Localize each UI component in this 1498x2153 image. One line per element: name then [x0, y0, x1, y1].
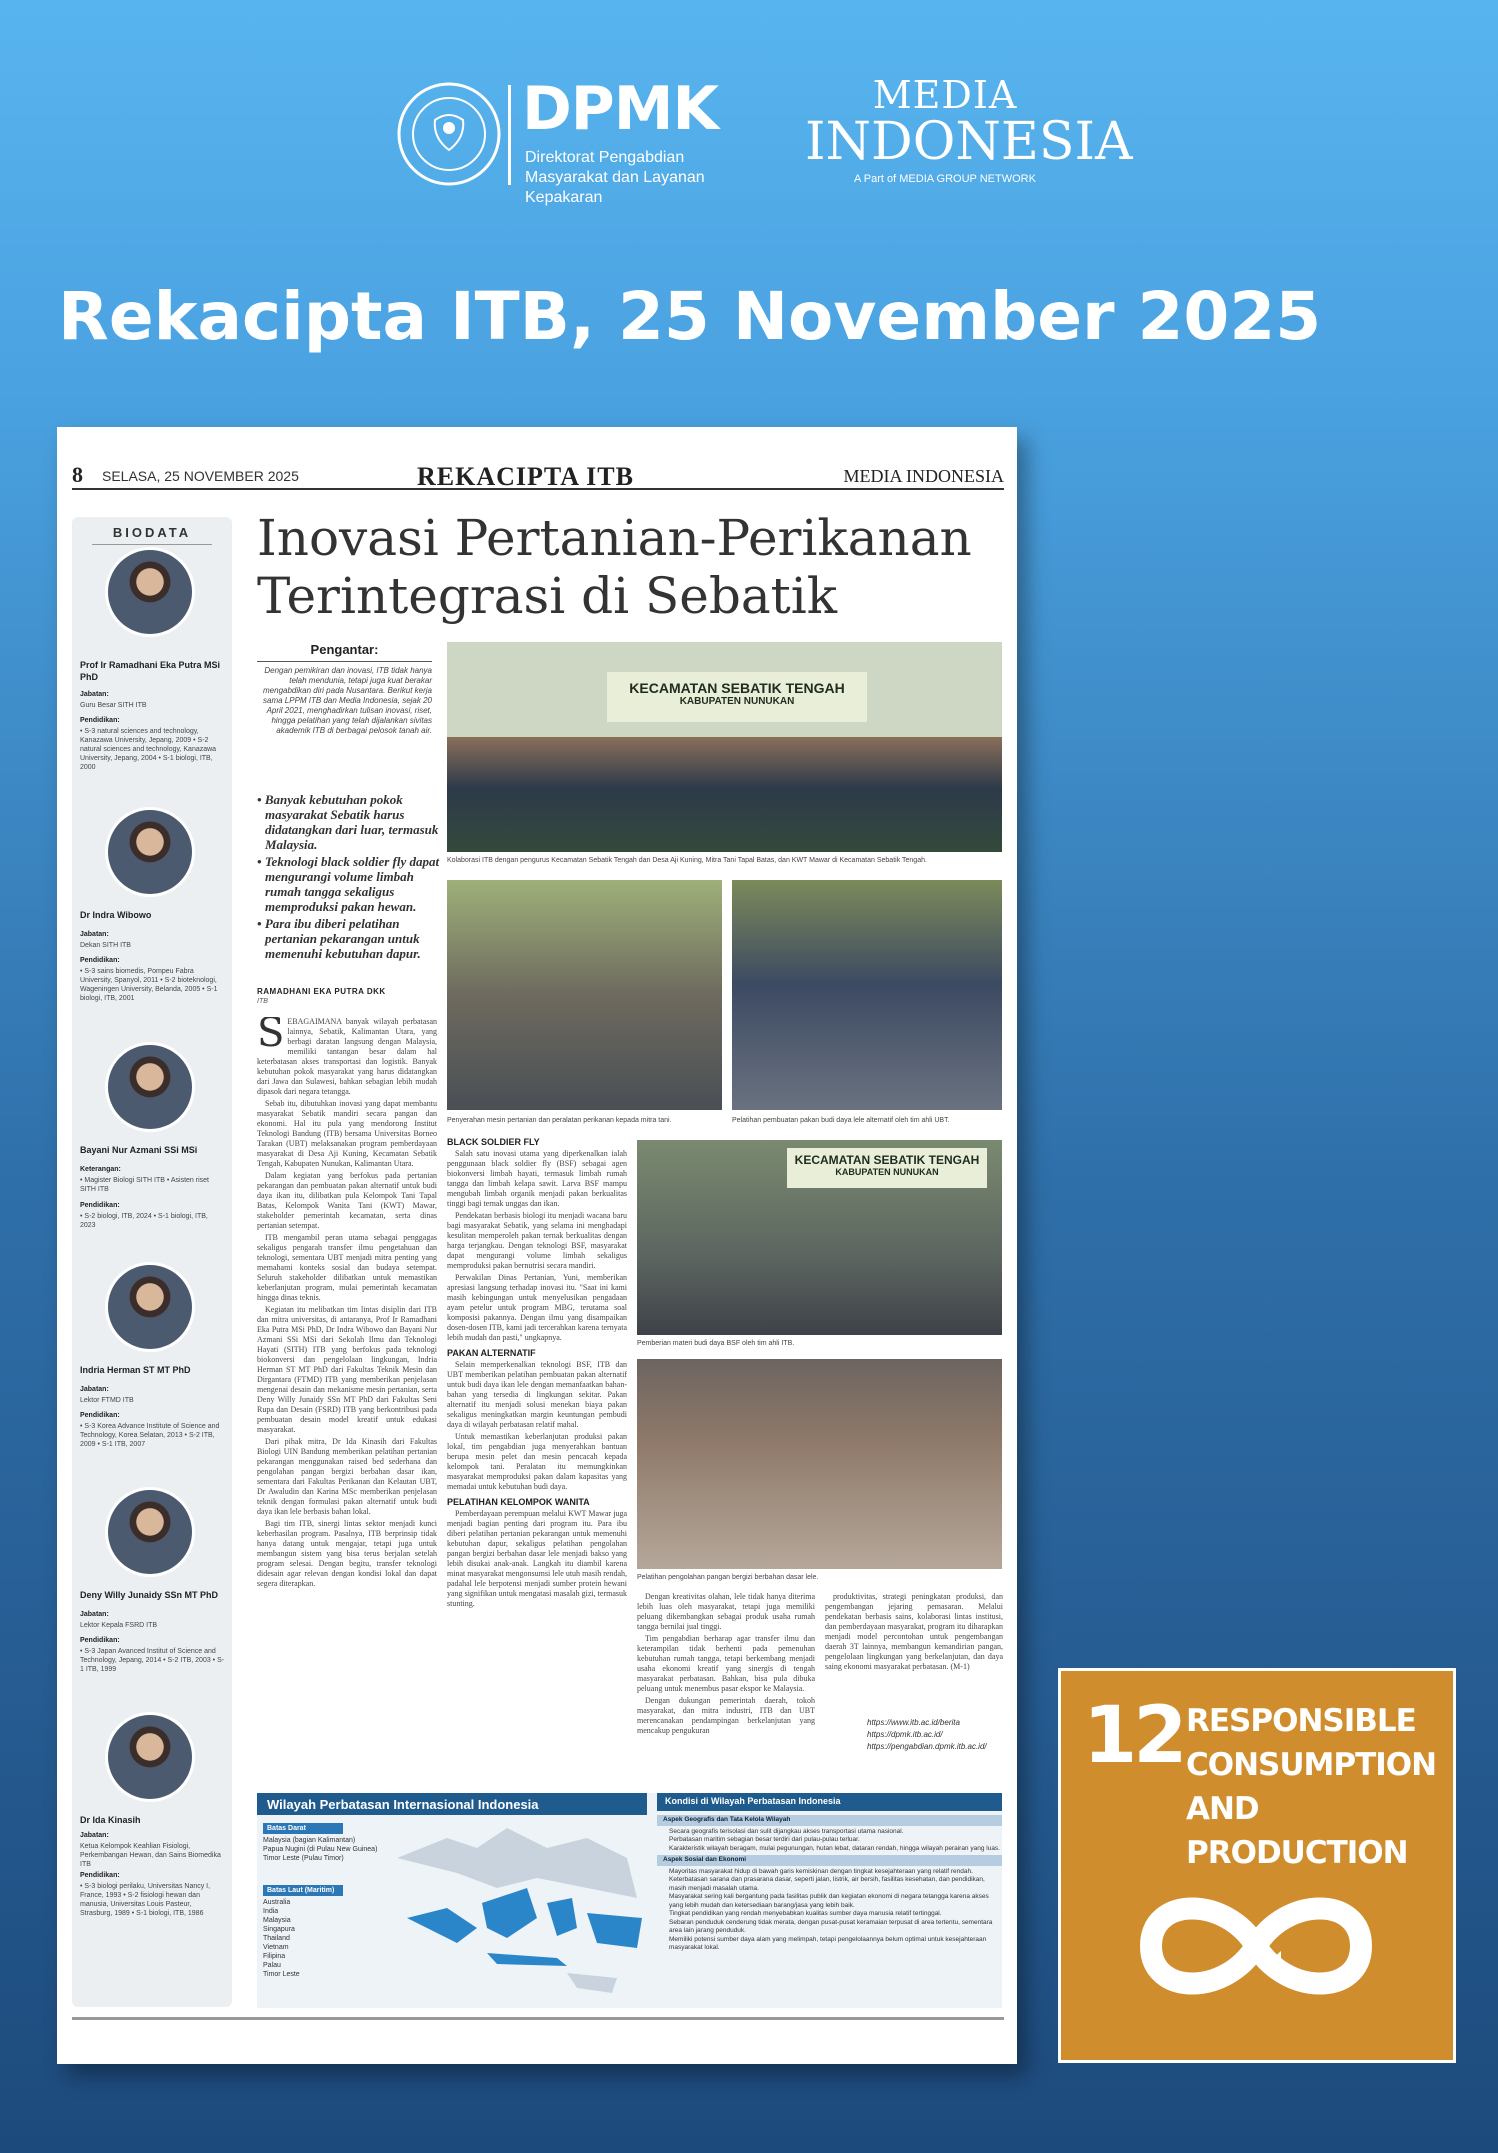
paragraph: ITB mengambil peran utama sebagai penggagas sekaligus pengarah transfer ilmu pengetahuan dan teknologi, sementara UBT menjadi mitra penting yang memahami konteks sosial dan budaya setempat. Seluruh stakeholder dilibatkan untuk memastikan keberlanjutan program, mulai pemerintah kecamatan hingga dinas teknis.: [257, 1233, 437, 1302]
paragraph: Salah satu inovasi utama yang diperkenalkan ialah penggunaan black soldier fly (BSF) sebagai agen biokonversi limbah hayati, termasuk limbah rumah tangga dan limbah kelapa sawit. Larva BSF mampu mengubah limbah organik menjadi pakan berkualitas tinggi bagi ternak unggas dan ikan.: [447, 1149, 627, 1208]
bio-label: Jabatan:: [80, 1832, 109, 1839]
list-item: Vietnam: [263, 1944, 289, 1951]
bio-name: Deny Willy Junaidy SSn MT PhD: [80, 1590, 218, 1600]
list-item: Timor Leste (Pulau Timor): [263, 1855, 344, 1862]
photo-people: [447, 737, 1002, 853]
bio-text: Ketua Kelompok Keahlian Fisiologi, Perkembangan Hewan, dan Sains Biomedika ITB: [80, 1843, 221, 1868]
bio-text: • Magister Biologi SITH ITB • Asisten riset SITH ITB: [80, 1177, 209, 1193]
photo-bsf-presentation: [637, 1140, 1002, 1335]
bio-text: • S-3 Korea Advance Institute of Science and Technology, Korea Selatan, 2013 • S-2 ITB, 2009 • S-1 ITB, 2007: [80, 1423, 220, 1448]
article-column-1: [257, 1017, 437, 1787]
photo-banner: [607, 672, 867, 722]
bio-label: Jabatan:: [80, 691, 109, 698]
bio-name: Prof Ir Ramadhani Eka Putra MSi PhD: [80, 660, 221, 682]
paragraph: EBAGAIMANA banyak wilayah perbatasan lainnya, Sebatik, Kalimantan Utara, yang berbagi daratan langsung dengan Malaysia, memiliki tantangan besar dalam hal keterbatasan akses transportasi dan logistik. Banyak kebutuhan pokok masyarakat yang harus didatangkan dari Jawa dan Sulawesi, bahkan sebagian lebih mudah dipasok dari negara tetangga.: [257, 1017, 437, 1096]
kondisi-item: Keterbatasan sarana dan prasarana dasar, seperti jalan, listrik, air bersih, fasilitas kesehatan, dan pendidikan, masih menjadi masalah utama.: [669, 1876, 985, 1892]
paragraph: Perwakilan Dinas Pertanian, Yuni, memberikan apresiasi langsung terhadap inovasi itu. "Saat ini kami masih kebingungan untuk menyelusikan pengadaan ayam petelur untuk program MBG, terutama soal komposisi pakannya. Dengan ilmu yang disampaikan dosen-dosen ITB, kami jadi tercerahkan karena ternyata lebih mudah dan pasti," ungkapnya.: [447, 1273, 627, 1342]
byline: RAMADHANI EKA PUTRA DKK: [257, 987, 386, 996]
section-title: REKACIPTA ITB: [417, 462, 634, 491]
itb-seal-logo: [395, 80, 503, 188]
kondisi-title: Kondisi di Wilayah Perbatasan Indonesia: [657, 1793, 1002, 1811]
article-column-3: [637, 1592, 815, 1787]
paragraph: Selain memperkenalkan teknologi BSF, ITB dan UBT memberikan pelatihan pembuatan pakan alternatif untuk budi daya ikan lele dengan memanfaatkan bahan-bahan yang tersedia di lingkungan sekitar. Pakan alternatif itu menjadi solusi menekan biaya pakan sekaligus meningkatkan margin keuntungan pembudi daya di wilayah perbatasan relatif mahal.: [447, 1360, 627, 1429]
bio-text: Guru Besar SITH ITB: [80, 702, 147, 709]
bio-label: Pendidikan:: [80, 1202, 120, 1209]
bio-text: • S-3 natural sciences and technology, Kanazawa University, Jepang, 2009 • S-2 natural sciences and technology, Kanazawa University, Jepang, 2004 • S-1 biologi, ITB, 2000: [80, 728, 217, 771]
subheading: PAKAN ALTERNATIF: [447, 1348, 536, 1358]
subheading: PELATIHAN KELOMPOK WANITA: [447, 1497, 590, 1507]
infinity-loop-icon: [1131, 1871, 1381, 2021]
photo-banner: [787, 1148, 987, 1188]
photo-caption: Pelatihan pembuatan pakan budi daya lele alternatif oleh tim ahli UBT.: [732, 1117, 950, 1124]
biodata-column: [72, 517, 232, 2007]
indonesia-map: [387, 1818, 652, 2003]
photo-food-processing: [637, 1359, 1002, 1569]
bio-text: • S-3 Japan Avanced Institut of Science and Technology, Jepang, 2014 • S-2 ITB, 2003 • S-1 ITB, 1999: [80, 1648, 225, 1673]
sea-border-list: [263, 1885, 383, 1979]
mi-tagline: A Part of MEDIA GROUP NETWORK: [854, 173, 1036, 185]
kondisi-item: Tingkat pendidikan yang rendah menyebabkan kualitas sumber daya manusia relatif tertinggal.: [669, 1910, 942, 1917]
pengantar-title: Pengantar:: [257, 642, 432, 662]
list-item: Timor Leste: [263, 1971, 300, 1978]
headline-line: Terintegrasi di Sebatik: [257, 567, 838, 625]
bio-text: • S-3 biologi perilaku, Universitas Nancy I, France, 1993 • S-2 fisiologi hewan dan manusia, Universitas Louis Pasteur, Strasburg, 1989 • S-1 biologi, ITB, 1986: [80, 1883, 211, 1917]
bio-label: Jabatan:: [80, 1386, 109, 1393]
header: [0, 70, 1498, 206]
list-heading: Batas Laut (Maritim): [263, 1885, 343, 1896]
paragraph: produktivitas, strategi peningkatan produksi, dan pengembangan jejaring pemasaran. Melalui pendekatan berbasis sains, kolaborasi lintas institusi, dan pemberdayaan masyarakat, program itu diharapkan menjadi model percontohan untuk pengembangan daerah 3T lainnya, membangun kemandirian pangan, pengelolaan lingkungan yang berkelanjutan, dan daya saing ekonomi masyarakat perbatasan. (M-1): [825, 1592, 1003, 1671]
dropcap: S: [257, 1017, 285, 1056]
reference-links: [867, 1717, 987, 1753]
key-point: • Teknologi black soldier fly dapat mengurangi volume limbah rumah tangga sekaligus memproduksi pakan hewan.: [257, 854, 440, 914]
list-item: Filipina: [263, 1953, 286, 1960]
avatar: [105, 547, 195, 637]
sdg-12-badge: [1058, 1668, 1456, 2063]
page-footer-rule: [72, 2017, 1004, 2020]
list-item: Thailand: [263, 1935, 290, 1942]
list-item: Australia: [263, 1899, 291, 1906]
list-item: Malaysia: [263, 1917, 291, 1924]
paper-brand: MEDIA INDONESIA: [843, 466, 1004, 486]
map-title: Wilayah Perbatasan Internasional Indonesia: [257, 1793, 647, 1815]
paragraph: Dengan kreativitas olahan, lele tidak hanya diterima lebih luas oleh masyarakat, tetapi juga memiliki peluang dikembangkan sebagai produk usaha rumah tangga bernilai jual tinggi.: [637, 1592, 815, 1631]
dpmk-title: DPMK: [522, 74, 718, 144]
photo-feed-training: [732, 880, 1002, 1110]
banner-title: Rekacipta ITB, 25 November 2025: [58, 278, 1322, 355]
photo-caption: Pemberian materi budi daya BSF oleh tim ahli ITB.: [637, 1340, 795, 1347]
avatar: [105, 1262, 195, 1352]
photo-machine-handover: [447, 880, 722, 1110]
list-item: Singapura: [263, 1926, 295, 1933]
kondisi-item: Sebaran penduduk cenderung tidak merata, dengan pusat-pusat keramaian terpusat di area tertentu, sementara area lain jarang penduduk.: [669, 1918, 993, 1934]
sdg-title: [1186, 1699, 1453, 1875]
paragraph: Tim pengabdian berharap agar transfer ilmu dan keterampilan tidak berhenti pada pemenuhan kebutuhan rumah tangga, tetapi berkembang menjadi usaha ekonomi kreatif yang sinergis di tengah masyarakat perbatasan. Bahkan, bisa pula dibuka peluang untuk menembus pasar ekspor ke Malaysia.: [637, 1634, 815, 1693]
list-item: Papua Nugini (di Pulau New Guinea): [263, 1846, 378, 1853]
kondisi-item: Secara geografis terisolasi dan sulit dijangkau akses transportasi utama nasional.: [669, 1827, 904, 1835]
pengantar-box: [257, 642, 432, 782]
paragraph: Dari pihak mitra, Dr Ida Kinasih dari Fakultas Biologi UIN Bandung memberikan pelatihan pertanian pekarangan menggunakan raised bed sederhana dan pengolahan pangan bergizi berbahan dasar ikan, sementara dari Fakultas Perikanan dan Kelautan UBT, Dr Awaludin dan Karina MSc memberikan penjelasan teknik dengan formulasi pakan alternatif untuk budi daya ikan lele berbasis bahan lokal.: [257, 1437, 437, 1516]
bio-name: Dr Indra Wibowo: [80, 910, 152, 920]
list-item: Palau: [263, 1962, 281, 1969]
bio-label: Pendidikan:: [80, 717, 120, 724]
paragraph: Pendekatan berbasis biologi itu menjadi wacana baru bagi masyarakat Sebatik, yang selama ini menghadapi kesulitan memperoleh pakan ternak berkualitas dengan harga terjangkau. Dengan teknologi BSF, masyarakat dapat mengurangi volume limbah sekaligus memproduksi pakan bernutrisi secara mandiri.: [447, 1211, 627, 1270]
kondisi-item: Memiliki potensi sumber daya alam yang melimpah, tetapi pengelolaannya belum optimal untuk kesejahteraan masyarakat lokal.: [669, 1935, 987, 1951]
mi-media-text: MEDIA: [872, 73, 1018, 117]
media-indonesia-logo: [805, 73, 1133, 195]
sdg-number: 12: [1083, 1691, 1184, 1781]
biodata-divider: [92, 544, 212, 545]
photo-caption: Pelatihan pengolahan pangan bergizi berbahan dasar lele.: [637, 1574, 819, 1581]
paper-header: [72, 462, 1004, 490]
bio-name: Indria Herman ST MT PhD: [80, 1365, 191, 1375]
list-heading: Batas Darat: [263, 1823, 343, 1834]
bio-name: Dr Ida Kinasih: [80, 1815, 141, 1825]
bio-label: Pendidikan:: [80, 1637, 120, 1644]
sdg-title-line: CONSUMPTION: [1186, 1747, 1437, 1783]
photo-caption: Penyerahan mesin pertanian dan peralatan perikanan kepada mitra tani.: [447, 1117, 672, 1124]
avatar: [105, 1487, 195, 1577]
list-item: India: [263, 1908, 279, 1915]
photo-banner-line: KABUPATEN NUNUKAN: [679, 696, 795, 707]
photo-banner-line: KECAMATAN SEBATIK TENGAH: [629, 680, 845, 696]
avatar: [105, 1042, 195, 1132]
paragraph: Dengan dukungan pemerintah daerah, tokoh masyarakat, dan mitra industri, ITB dan UBT merencanakan pendampingan berkelanjutan yang mencakup pengukuran: [637, 1696, 815, 1735]
kondisi-heading: Aspek Geografis dan Tata Kelola Wilayah: [657, 1815, 1002, 1826]
key-point: • Banyak kebutuhan pokok masyarakat Sebatik harus didatangkan dari luar, termasuk Malaysia.: [257, 792, 439, 852]
subheading: BLACK SOLDIER FLY: [447, 1137, 540, 1147]
bio-label: Pendidikan:: [80, 1412, 120, 1419]
bio-label: Pendidikan:: [80, 957, 120, 964]
kondisi-item: Perbatasan maritim sebagian besar terdiri dari pulau-pulau terluar.: [669, 1836, 860, 1843]
avatar: [105, 807, 195, 897]
kondisi-heading: Aspek Sosial dan Ekonomi: [657, 1855, 1002, 1866]
photo-banner-line: KECAMATAN SEBATIK TENGAH: [794, 1153, 980, 1167]
bio-text: • S-2 biologi, ITB, 2024 • S-1 biologi, ITB, 2023: [80, 1213, 208, 1229]
paper-date: SELASA, 25 NOVEMBER 2025: [102, 468, 299, 484]
bio-text: • S-3 sains biomedis, Pompeu Fabra University, Spanyol, 2011 • S-2 bioteknologi, Wageningen University, Belanda, 2005 • S-1 biologi, ITB, 2001: [80, 968, 218, 1002]
photo-banner-line: KABUPATEN NUNUKAN: [835, 1167, 939, 1177]
article-column-4: [825, 1592, 1003, 1712]
paragraph: Dalam kegiatan yang berfokus pada pertanian pekarangan dan pembuatan pakan alternatif untuk budi daya ikan itu, dilibatkan pula Kelompok Tani Tapal Batas, Kelompok Wanita Tani (KWT) Mawar, stakeholder pemerintah kecamatan, serta dinas pertanian setempat.: [257, 1171, 437, 1230]
headline-line: Inovasi Pertanian-Perikanan: [257, 509, 972, 567]
kondisi-item: Karakteristik wilayah beragam, mulai pegunungan, hutan lebat, dataran rendah, hingga wilayah perairan yang luas.: [669, 1844, 1000, 1852]
article-headline: [257, 509, 997, 625]
photo-group-kecamatan: [447, 642, 1002, 852]
bio-name: Bayani Nur Azmani SSi MSi: [80, 1145, 198, 1155]
mi-indonesia-text: INDONESIA: [805, 112, 1133, 172]
border-map-infographic: [257, 1793, 1002, 2008]
link[interactable]: https://www.itb.ac.id/berita: [867, 1718, 960, 1727]
byline-affiliation: ITB: [257, 998, 268, 1005]
land-border-list: [263, 1823, 383, 1863]
paragraph: Untuk memastikan keberlanjutan produksi pakan lokal, tim pengabdian juga menyerahkan bantuan berupa mesin pelet dan mesin pencacah kepada kelompok tani. Peralatan itu memungkinkan masyarakat memproduksi pakan dalam kapasitas yang memadai untuk kebutuhan budi daya.: [447, 1432, 627, 1491]
key-point: • Para ibu diberi pelatihan pertanian pekarangan untuk memenuhi kebutuhan dapur.: [257, 916, 421, 961]
link[interactable]: https://dpmk.itb.ac.id/: [867, 1730, 943, 1739]
bio-text: Lektor Kepala FSRD ITB: [80, 1622, 158, 1629]
key-points: [257, 792, 442, 963]
dpmk-subtitle: Direktorat Pengabdian Masyarakat dan Layanan Kepakaran: [525, 149, 705, 206]
bio-text: Dekan SITH ITB: [80, 942, 131, 949]
bio-label: Jabatan:: [80, 1611, 109, 1618]
sdg-title-line: RESPONSIBLE: [1186, 1703, 1416, 1739]
bio-label: Pendidikan:: [80, 1872, 120, 1879]
list-item: Malaysia (bagian Kalimantan): [263, 1837, 356, 1844]
pengantar-body: Dengan pemikiran dan inovasi, ITB tidak hanya telah mendunia, tetapi juga kuat berakar mengabdikan diri pada Nusantara. Berikut kerja sama LPPM ITB dan Media Indonesia, sejak 20 April 2021, menghadirkan tulisan inovasi, riset, hingga pelatihan yang telah dijalankan sivitas akademik ITB di berbagai pelosok tanah air.: [263, 666, 432, 735]
paragraph: Sebab itu, dibutuhkan inovasi yang dapat membantu masyarakat Sebatik mandiri secara pangan dan ekonomi. Hal itu pula yang mendorong Institut Teknologi Bandung (ITB) bersama Universitas Borneo Tarakan (UBT) melaksanakan program pemberdayaan masyarakat di Desa Aji Kuning, Kecamatan Sebatik Tengah, Kabupaten Nunukan, Kalimantan Utara.: [257, 1099, 437, 1168]
photo-caption: Kolaborasi ITB dengan pengurus Kecamatan Sebatik Tengah dan Desa Aji Kuning, Mitra Tani Tapal Batas, dan KWT Mawar di Kecamatan Sebatik Tengah.: [447, 857, 927, 864]
bio-label: Jabatan:: [80, 931, 109, 938]
sdg-title-line: AND PRODUCTION: [1186, 1791, 1408, 1871]
article-column-2: [447, 1132, 627, 1787]
newspaper-page: [57, 427, 1017, 2064]
biodata-title: BIODATA: [112, 525, 192, 540]
avatar: [105, 1712, 195, 1802]
kondisi-item: Mayoritas masyarakat hidup di bawah garis kemiskinan dengan tingkat kesejahteraan yang relatif rendah.: [669, 1867, 973, 1875]
paragraph: Kegiatan itu melibatkan tim lintas disiplin dari ITB dan mitra universitas, di antaranya, Prof Ir Ramadhani Eka Putra MSi PhD, Dr Indra Wibowo dan Bayani Nur Azmani SSi MSi dari Sekolah Ilmu dan Teknologi Hayati (SITH) ITB yang berfokus pada teknologi biokonversi dan pengelolaan lingkungan, Indria Herman ST MT PhD dari Fakultas Teknik Mesin dan Dirgantara (FTMD) ITB yang memberikan penjelasan mengenai desain dan mekanisme mesin pertanian, serta Deny Willy Junaidy SSn MT PhD dari Fakultas Seni Rupa dan Desain (FSRD) ITB yang berkontribusi pada pembuatan desain model kreatif untuk edukasi masyarakat.: [257, 1305, 437, 1434]
paragraph: Pemberdayaan perempuan melalui KWT Mawar juga menjadi bagian penting dari program itu. Para ibu diberi pelatihan pertanian pekarangan untuk memenuhi kebutuhan dapur, sekaligus pelatihan pengolahan pangan bergizi berbahan dasar lele menjadi bakso yang lebih disukai anak-anak. Langkah itu diambil karena minat masyarakat mengonsumsi lele utuh masih rendah, padahal lele berpotensi menjadi sumber protein hewani yang signifikan untuk mengatasi masalah gizi, termasuk stunting.: [447, 1509, 627, 1608]
kondisi-list: [657, 1813, 1002, 2003]
page-number: 8: [72, 462, 83, 487]
kondisi-item: Masyarakat sering kali bergantung pada fasilitas publik dan kegiatan ekonomi di negara tetangga karena akses yang lebih mudah dan ketersediaan barang/jasa yang lebih baik.: [669, 1893, 989, 1909]
link[interactable]: https://pengabdian.dpmk.itb.ac.id/: [867, 1742, 987, 1751]
paragraph: Bagi tim ITB, sinergi lintas sektor menjadi kunci keberhasilan program. Pasalnya, ITB berprinsip tidak hanya datang untuk mengajar, tetapi juga untuk membangun sistem yang bisa terus berjalan setelah program selesai. Dengan begitu, transfer teknologi didesain agar relevan dengan kondisi lokal dan dapat segera diterapkan.: [257, 1519, 437, 1588]
header-divider: [508, 85, 511, 185]
bio-text: Lektor FTMD ITB: [80, 1397, 134, 1404]
bio-label: Keterangan:: [80, 1166, 121, 1173]
